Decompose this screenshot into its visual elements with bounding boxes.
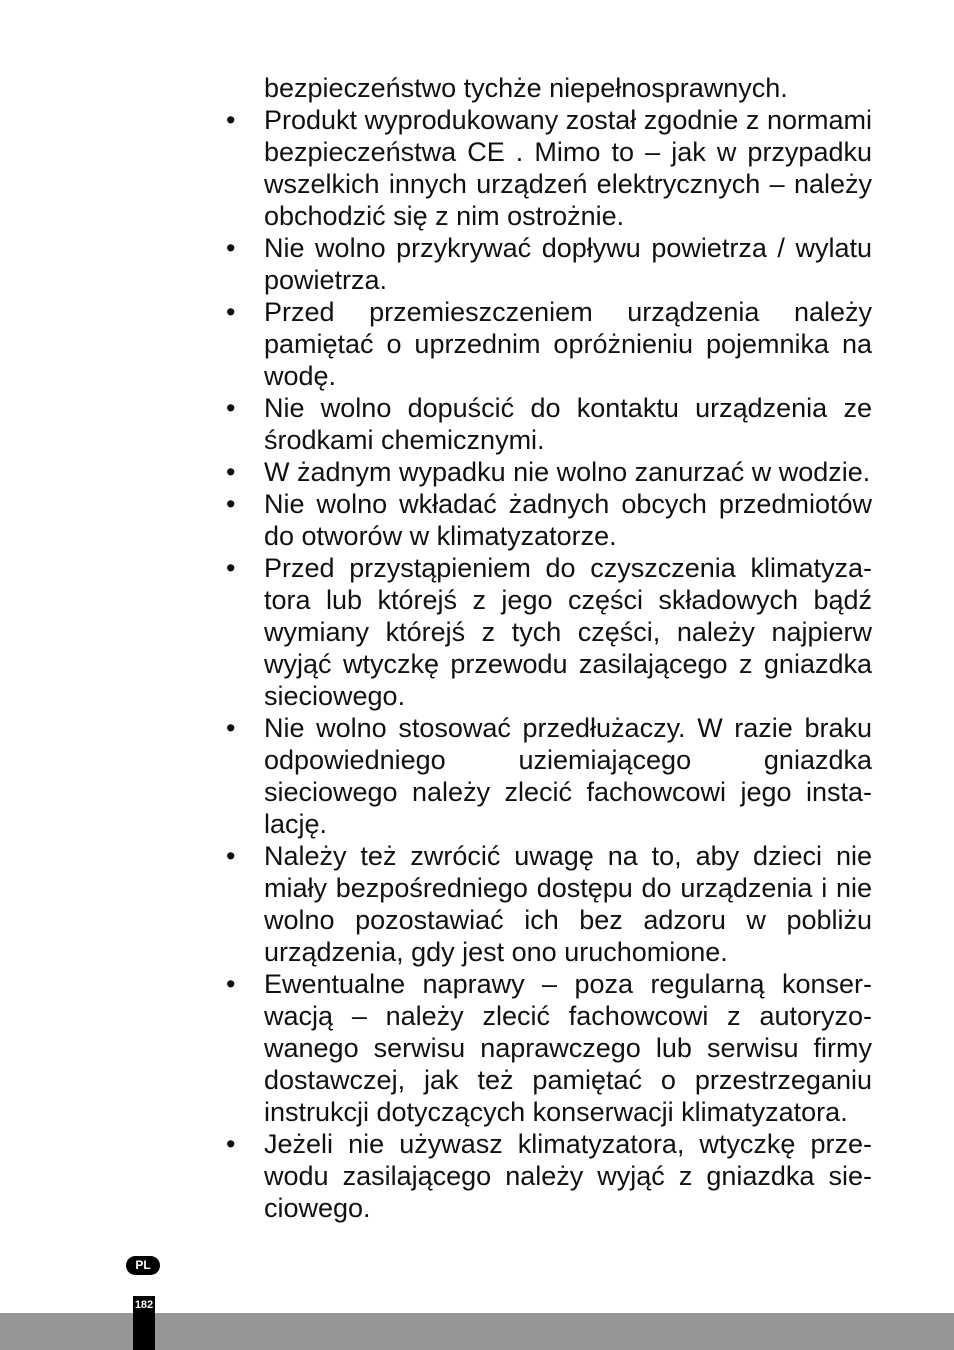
list-item-text: Nie wolno wkładać żadnych obcych przedmiotów do otworów w klimatyzatorze.	[264, 489, 872, 551]
list-item-text: Nie wolno stosować przedłużaczy. W razie braku odpowiedniego uziemiającego gniazdka sieciowego należy zlecić fachowcowi jego instalację.	[264, 713, 872, 839]
list-item-text: W żadnym wypadku nie wolno zanurzać w wodzie.	[264, 457, 871, 487]
bullet-icon: •	[226, 841, 236, 871]
bullet-icon: •	[226, 105, 236, 135]
list-item-text: Nie wolno przykrywać dopływu powietrza / wylatu powietrza.	[264, 233, 872, 295]
list-item	[224, 968, 872, 1128]
bullet-icon: •	[226, 393, 236, 423]
bullet-icon: •	[226, 233, 236, 263]
list-item	[224, 552, 872, 712]
bullet-icon: •	[226, 713, 236, 743]
list-item	[224, 392, 872, 456]
list-item	[224, 296, 872, 392]
bullet-icon: •	[226, 969, 236, 999]
list-item-text: Produkt wyprodukowany został zgodnie z normami bezpieczeństwa CE . Mimo to – jak w przypadku wszelkich innych urządzeń elektrycznych – należy obchodzić się z nim ostrożnie.	[264, 105, 872, 231]
list-item-text: Przed przystąpieniem do czyszczenia klimatyzatora lub którejś z jego części składowych bądź wymiany którejś z tych części, należy najpierw wyjąć wtyczkę przewodu zasilającego z gniazdka sieciowego.	[264, 553, 872, 711]
list-item	[224, 488, 872, 552]
list-item	[224, 456, 872, 488]
intro-line: bezpieczeństwo tychże niepełnosprawnych.	[264, 73, 788, 103]
list-item	[224, 840, 872, 968]
bullet-icon: •	[226, 489, 236, 519]
bullet-icon: •	[226, 297, 236, 327]
list-item	[224, 232, 872, 296]
page-number: 182	[134, 1299, 154, 1311]
list-item	[224, 1128, 872, 1224]
language-badge: PL	[126, 1256, 160, 1275]
list-item	[224, 712, 872, 840]
bullet-icon: •	[226, 1129, 236, 1159]
bullet-icon: •	[226, 457, 236, 487]
bullet-list	[224, 104, 872, 1224]
list-item-text: Ewentualne naprawy – poza regularną konserwacją – należy zlecić fachowcowi z autoryzowanego serwisu naprawczego lub serwisu firmy dostawczej, jak też pamiętać o przestrzeganiu instrukcji dotyczących konserwacji klimatyzatora.	[264, 969, 872, 1127]
list-item-text: Nie wolno dopuścić do kontaktu urządzenia ze środkami chemicznymi.	[264, 393, 872, 455]
list-item	[224, 104, 872, 232]
list-item-text: Przed przemieszczeniem urządzenia należy pamiętać o uprzednim opróżnieniu pojemnika na wodę.	[264, 297, 872, 391]
list-item-text: Jeżeli nie używasz klimatyzatora, wtyczkę przewodu zasilającego należy wyjąć z gniazdka sieciowego.	[264, 1129, 872, 1223]
bullet-icon: •	[226, 553, 236, 583]
list-item-text: Należy też zwrócić uwagę na to, aby dzieci nie miały bezpośredniego dostępu do urządzenia i nie wolno pozostawiać ich bez adzoru w pobliżu urządzenia, gdy jest ono uruchomione.	[264, 841, 872, 967]
document-body	[224, 72, 872, 1224]
